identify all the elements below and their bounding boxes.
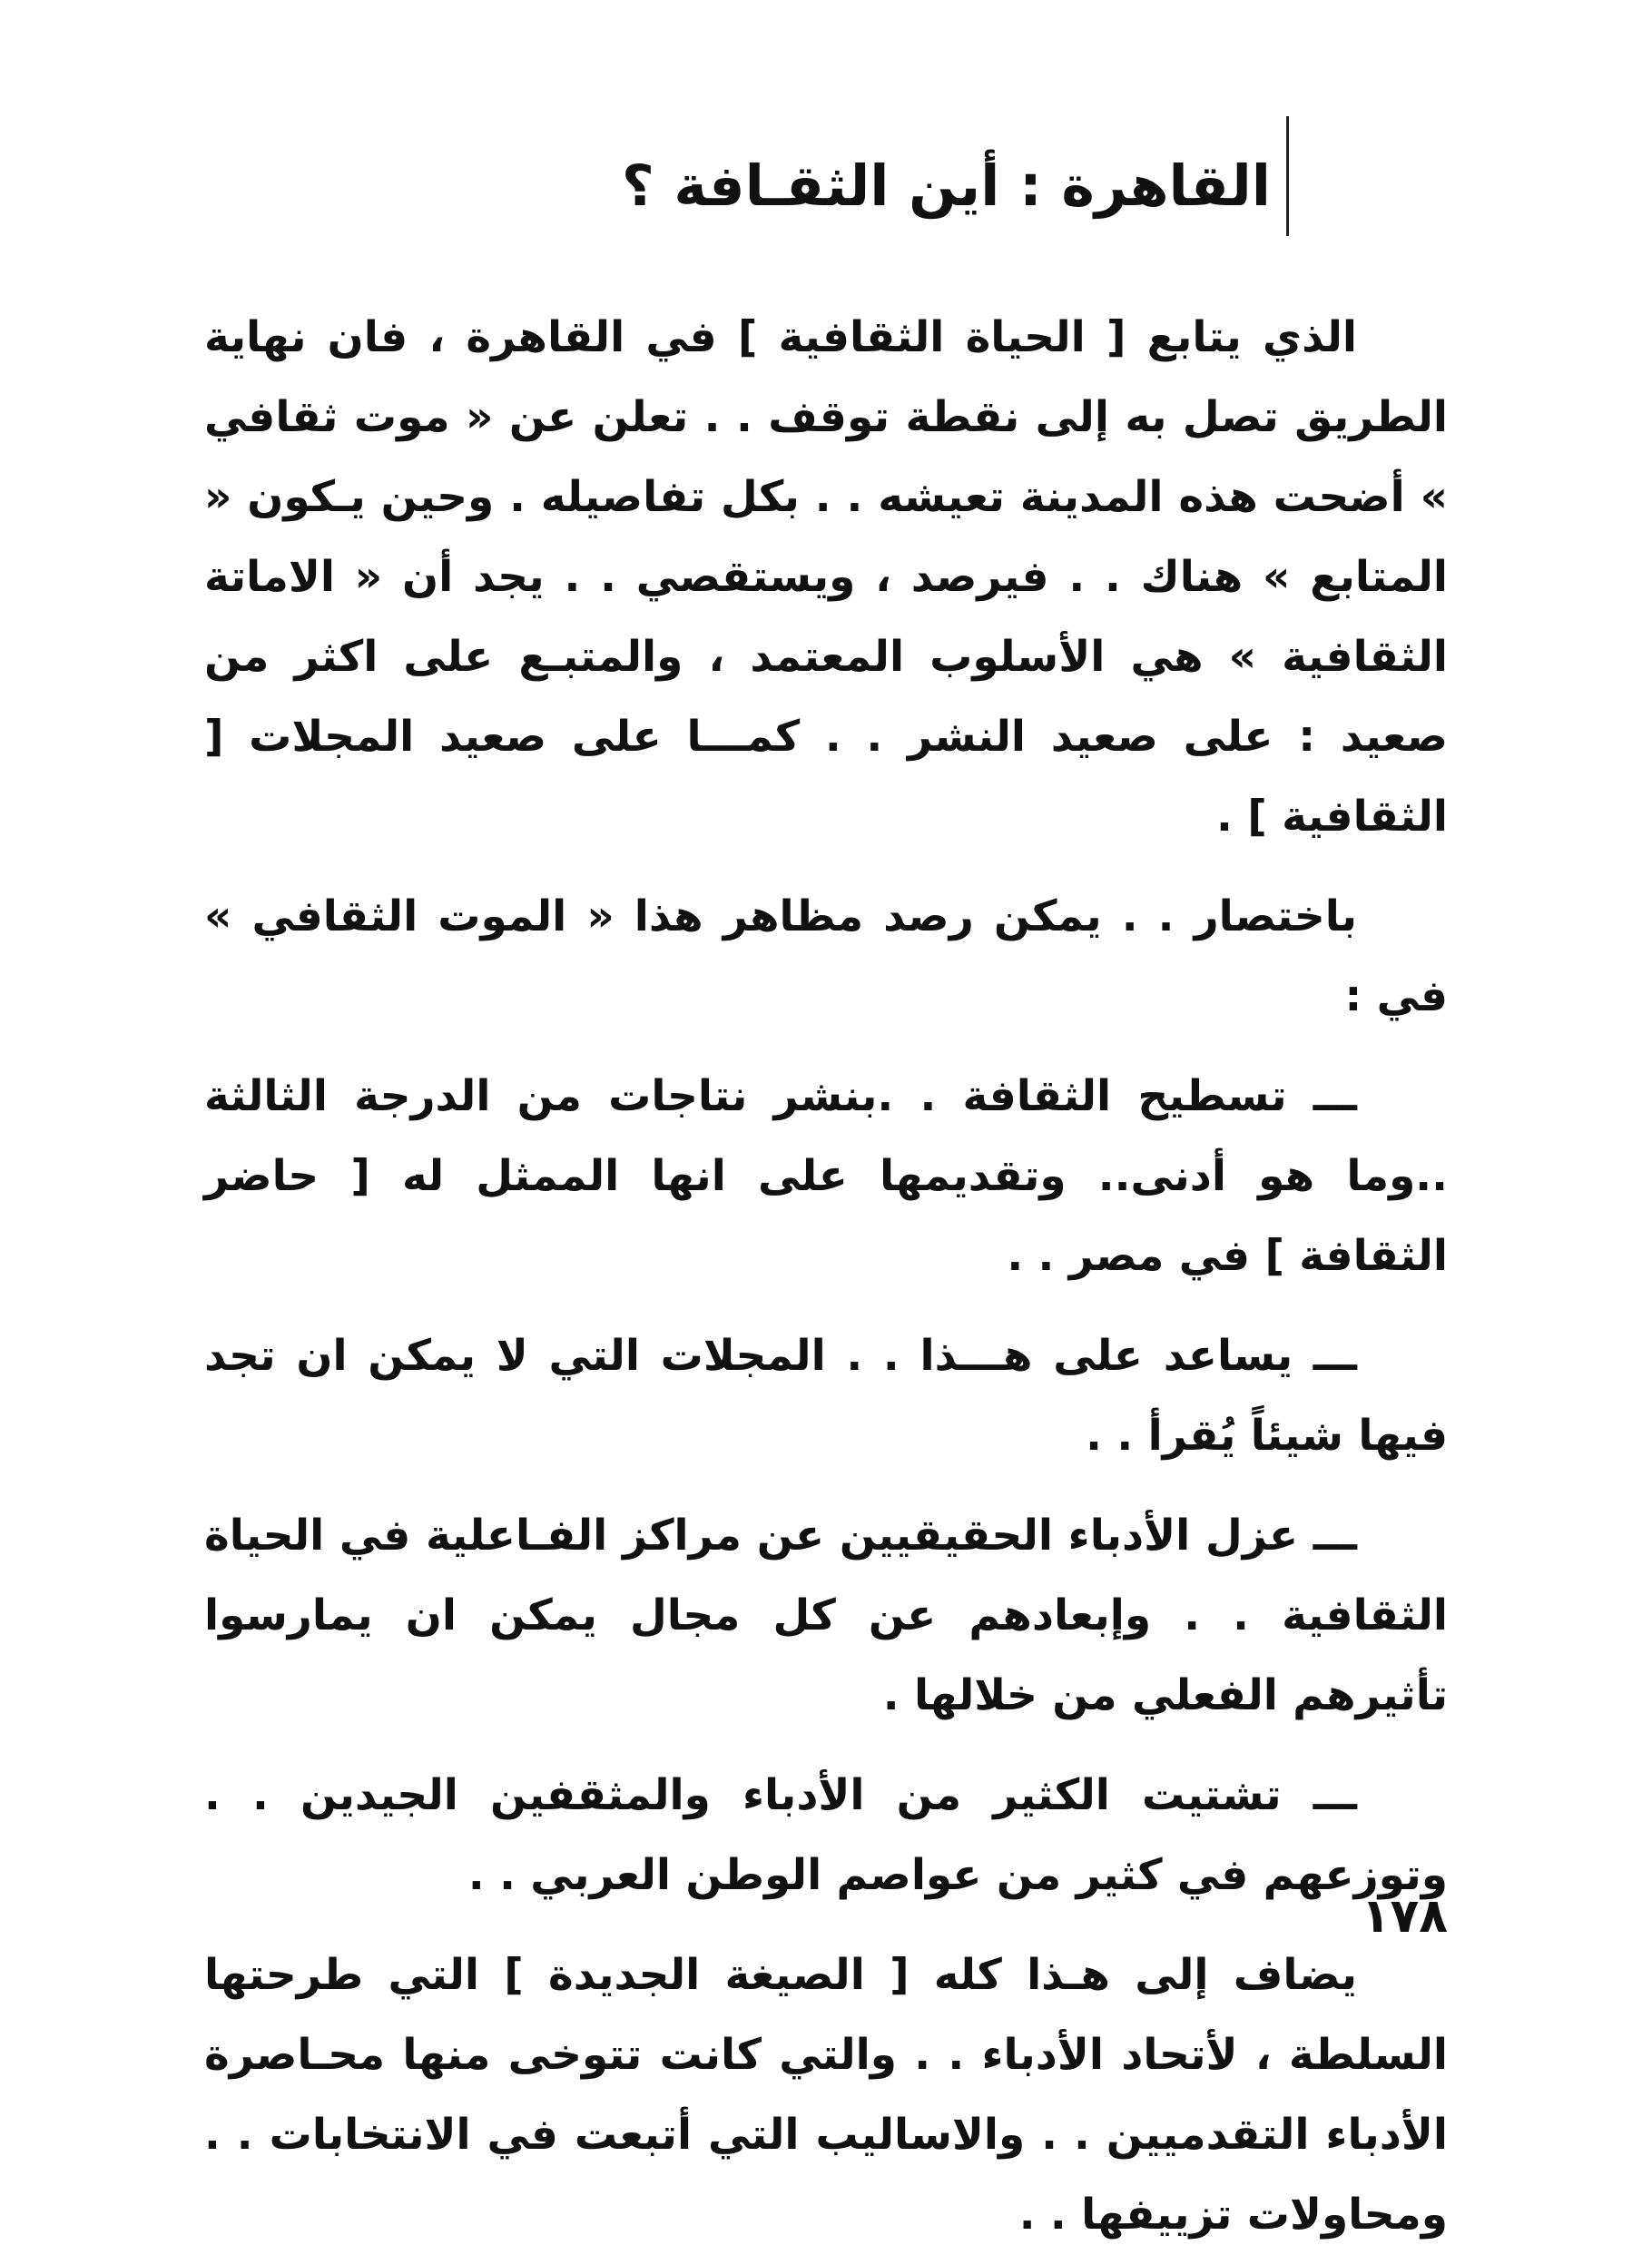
header-divider xyxy=(1286,116,1289,236)
page-number: ١٧٨ xyxy=(1361,1889,1448,1944)
list-item-dispersion: ـــ تشتيت الكثير من الأدباء والمثقفين الجيدين . . وتوزعهم في كثير من عواصم الوطن العربي . . xyxy=(204,1770,1448,1900)
paragraph-conclusion: يضاف إلى هـذا كله [ الصيغة الجديدة ] التي طرحتها السلطة ، لأتحاد الأدباء . . والتي كانت تتوخى منها محـاصرة الأدباء التقدميين . . والاساليب التي أتبعت في الانتخابات . . ومحاولات تزييفها . . xyxy=(204,1950,1448,2240)
list-item-magazines: ـــ يساعد على هـــذا . . المجلات التي لا يمكن ان تجد فيها شيئاً يُقرأ . . xyxy=(204,1331,1448,1461)
page-title: القاهرة : أين الثقـافة ؟ xyxy=(621,153,1271,219)
article-body xyxy=(204,298,1448,2255)
list-item-isolation: ـــ عزل الأدباء الحقيقيين عن مراكز الفـاعلية في الحياة الثقافية . . وإبعادهم عن كل مجال يمكن ان يمارسوا تأثيرهم الفعلي من خلالها . xyxy=(204,1511,1448,1720)
paragraph-intro: الذي يتابع [ الحياة الثقافية ] في القاهرة ، فان نهاية الطريق تصل به إلى نقطة توقف . . تعلن عن « موت ثقافي » أضحت هذه المدينة تعيشه . . بكل تفاصيله . وحين يـكون « المتابع » هناك . . فيرصد ، ويستقصي . . يجد أن « الاماتة الثقافية » هي الأسلوب المعتمد ، والمتبـع على اكثر من صعيد : على صعيد النشر . . كمـــا على صعيد المجلات [ الثقافية ] . xyxy=(204,312,1448,842)
paragraph-summary: باختصار . . يمكن رصد مظاهر هذا « الموت الثقافي » في : xyxy=(204,891,1448,1021)
list-item-flattening: ـــ تسطيح الثقافة . .بنشر نتاجات من الدرجة الثالثة ..وما هو أدنى.. وتقديمها على انها الممثل له [ حاضر الثقافة ] في مصر . . xyxy=(204,1071,1448,1281)
running-header xyxy=(622,127,1271,245)
